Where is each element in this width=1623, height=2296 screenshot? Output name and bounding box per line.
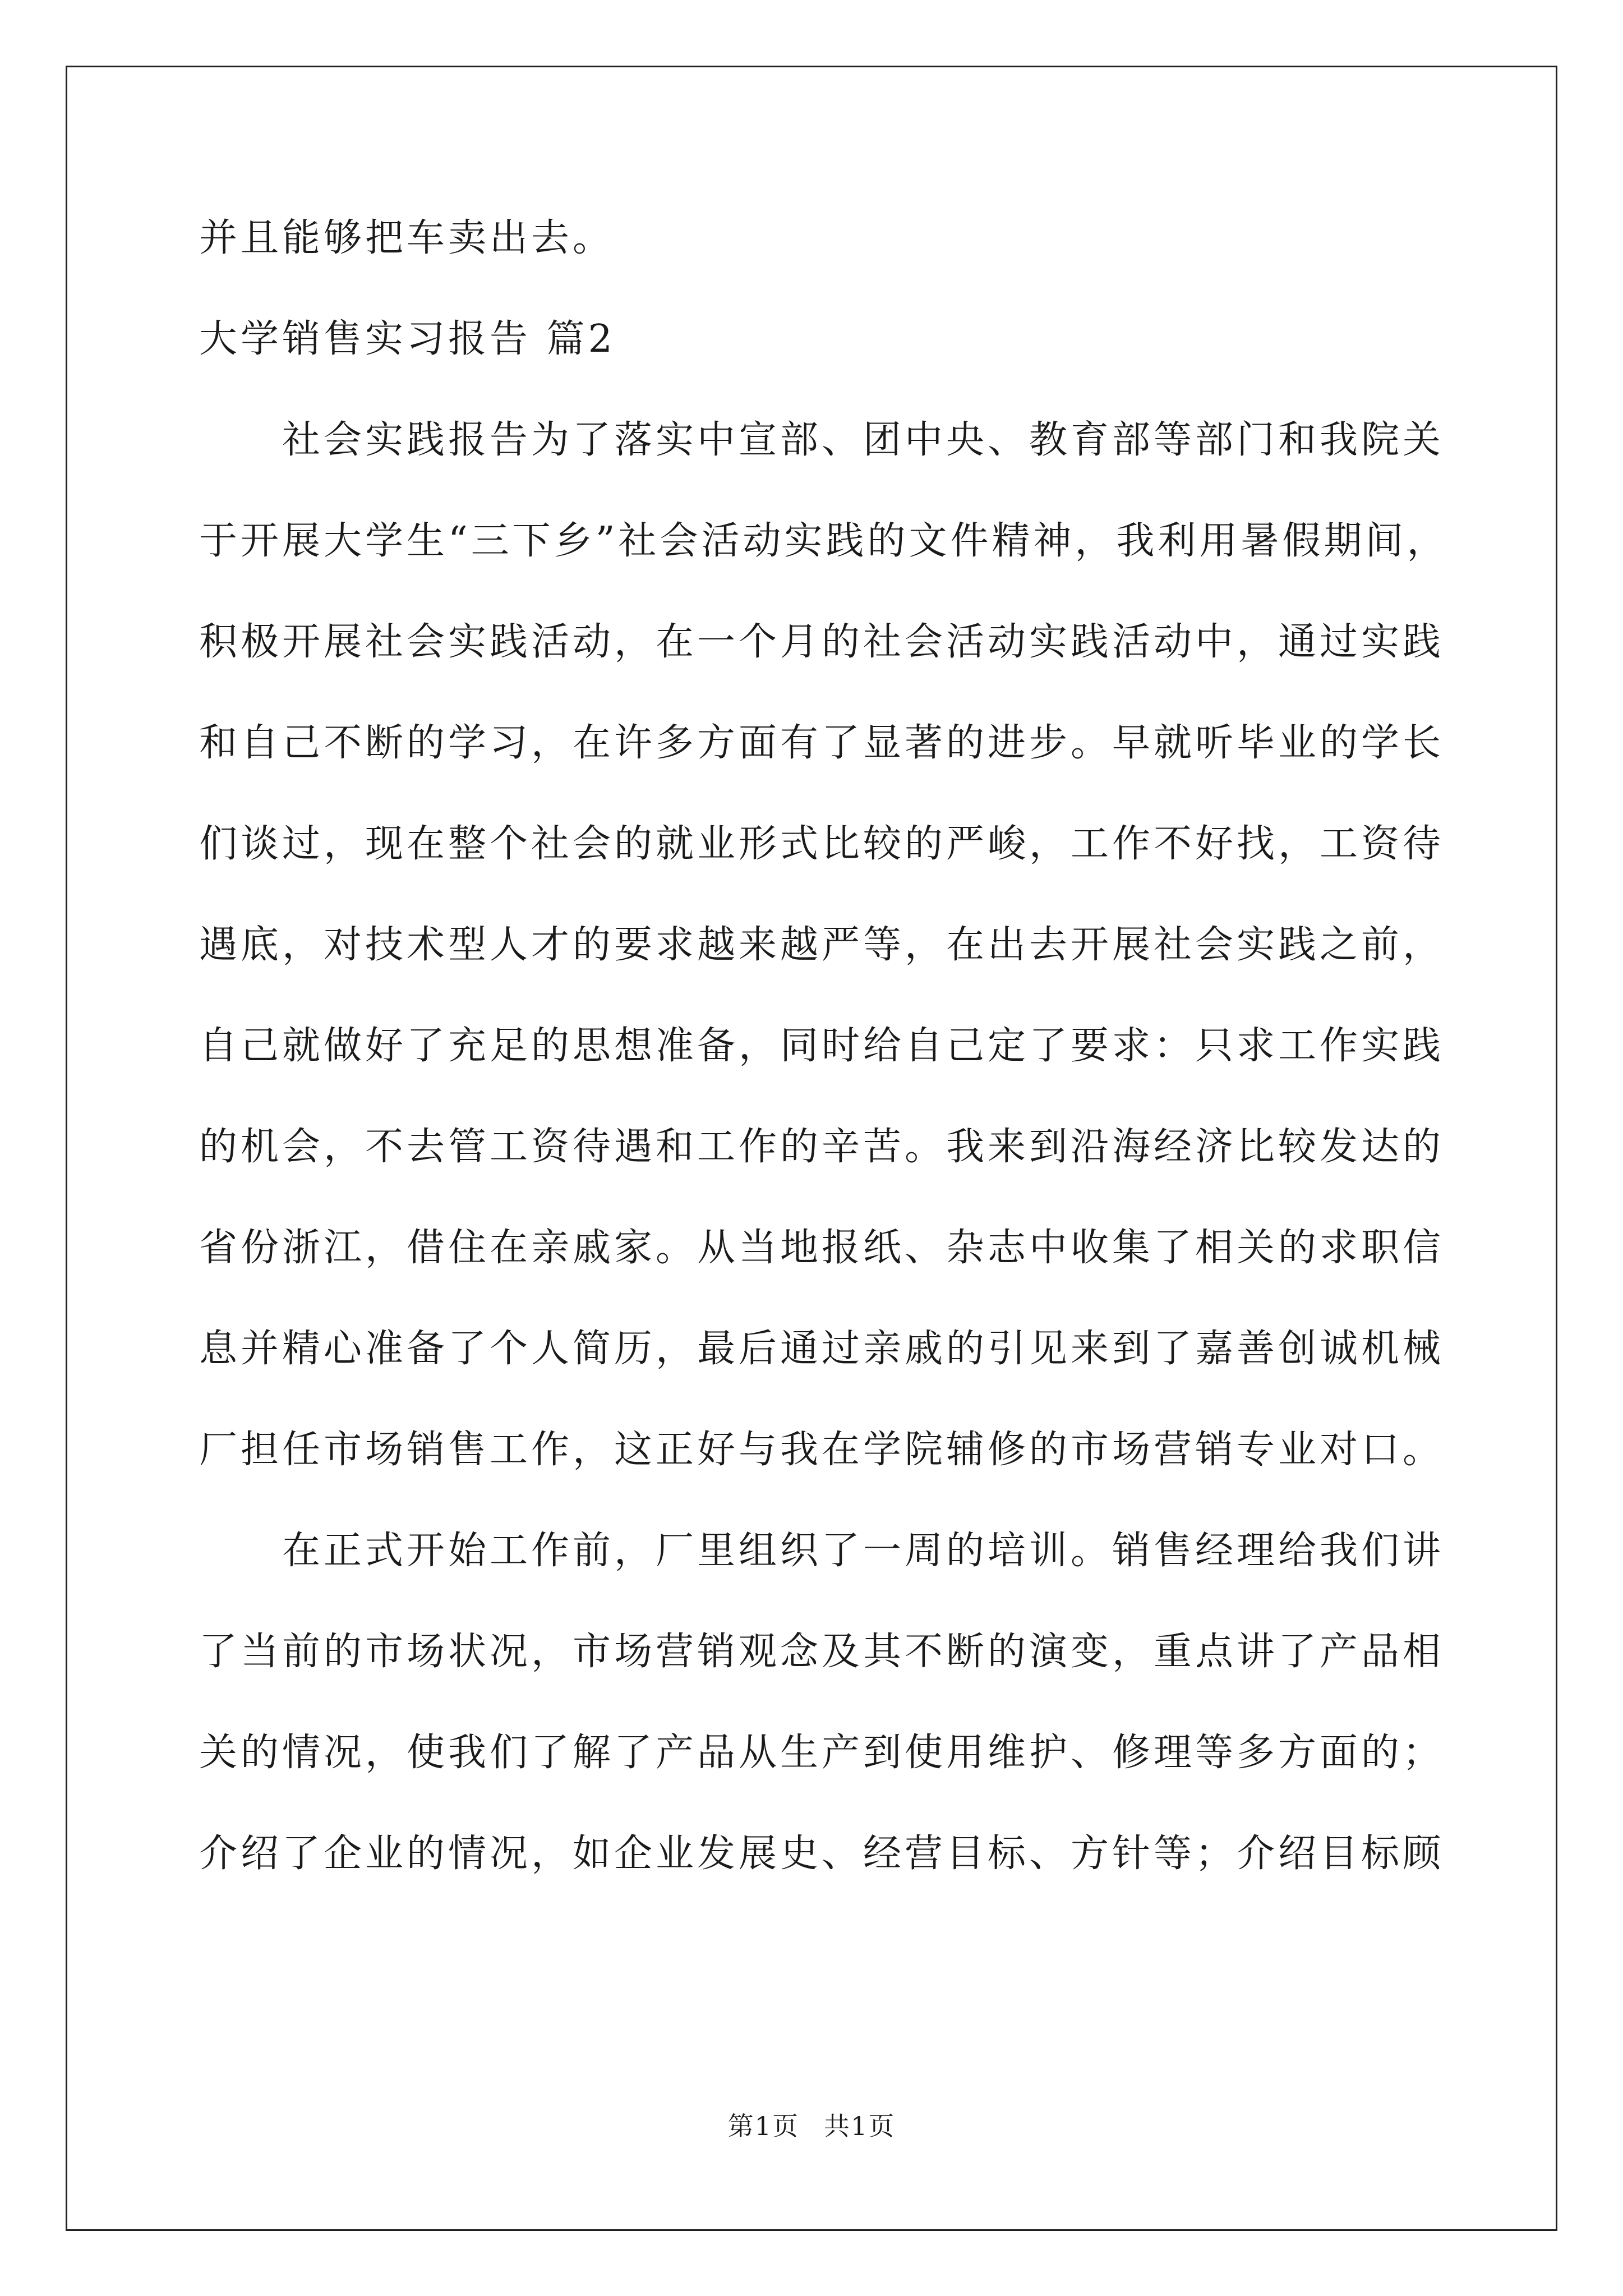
paragraph-line: 于开展大学生“三下乡”社会活动实践的文件精神，我利用暑假期间， (199, 519, 1449, 563)
paragraph-line: 关的情况，使我们了解了产品从生产到使用维护、修理等多方面的； (199, 1731, 1445, 1775)
page-footer (0, 2109, 1623, 2143)
paragraph-line: 和自己不断的学习，在许多方面有了显著的进步。早就听毕业的学长 (199, 721, 1445, 765)
paragraph-line: 介绍了企业的情况，如企业发展史、经营目标、方针等；介绍目标顾 (199, 1832, 1445, 1876)
page-count: 共1页 (824, 2111, 896, 2141)
paragraph-line: 自己就做好了充足的思想准备，同时给自己定了要求：只求工作实践 (199, 1024, 1445, 1068)
paragraph-line: 并且能够把车卖出去。 (199, 216, 615, 260)
paragraph-line: 们谈过，现在整个社会的就业形式比较的严峻，工作不好找，工资待 (199, 822, 1445, 866)
paragraph-line: 社会实践报告为了落实中宣部、团中央、教育部等部门和我院关 (282, 418, 1445, 462)
paragraph-line: 厂担任市场销售工作，这正好与我在学院辅修的市场营销专业对口。 (199, 1428, 1445, 1472)
paragraph-line: 在正式开始工作前，厂里组织了一周的培训。销售经理给我们讲 (282, 1529, 1445, 1573)
section-heading: 大学销售实习报告 篇2 (199, 317, 616, 361)
paragraph-line: 了当前的市场状况，市场营销观念及其不断的演变，重点讲了产品相 (199, 1630, 1445, 1674)
paragraph-line: 省份浙江，借住在亲戚家。从当地报纸、杂志中收集了相关的求职信 (199, 1226, 1445, 1270)
paragraph-line: 息并精心准备了个人简历，最后通过亲戚的引见来到了嘉善创诚机械 (199, 1327, 1445, 1371)
paragraph-line: 积极开展社会实践活动，在一个月的社会活动实践活动中，通过实践 (199, 620, 1445, 664)
page-number: 第1页 (727, 2111, 799, 2141)
paragraph-line: 遇底，对技术型人才的要求越来越严等，在出去开展社会实践之前， (199, 923, 1445, 967)
paragraph-line: 的机会，不去管工资待遇和工作的辛苦。我来到沿海经济比较发达的 (199, 1125, 1445, 1169)
